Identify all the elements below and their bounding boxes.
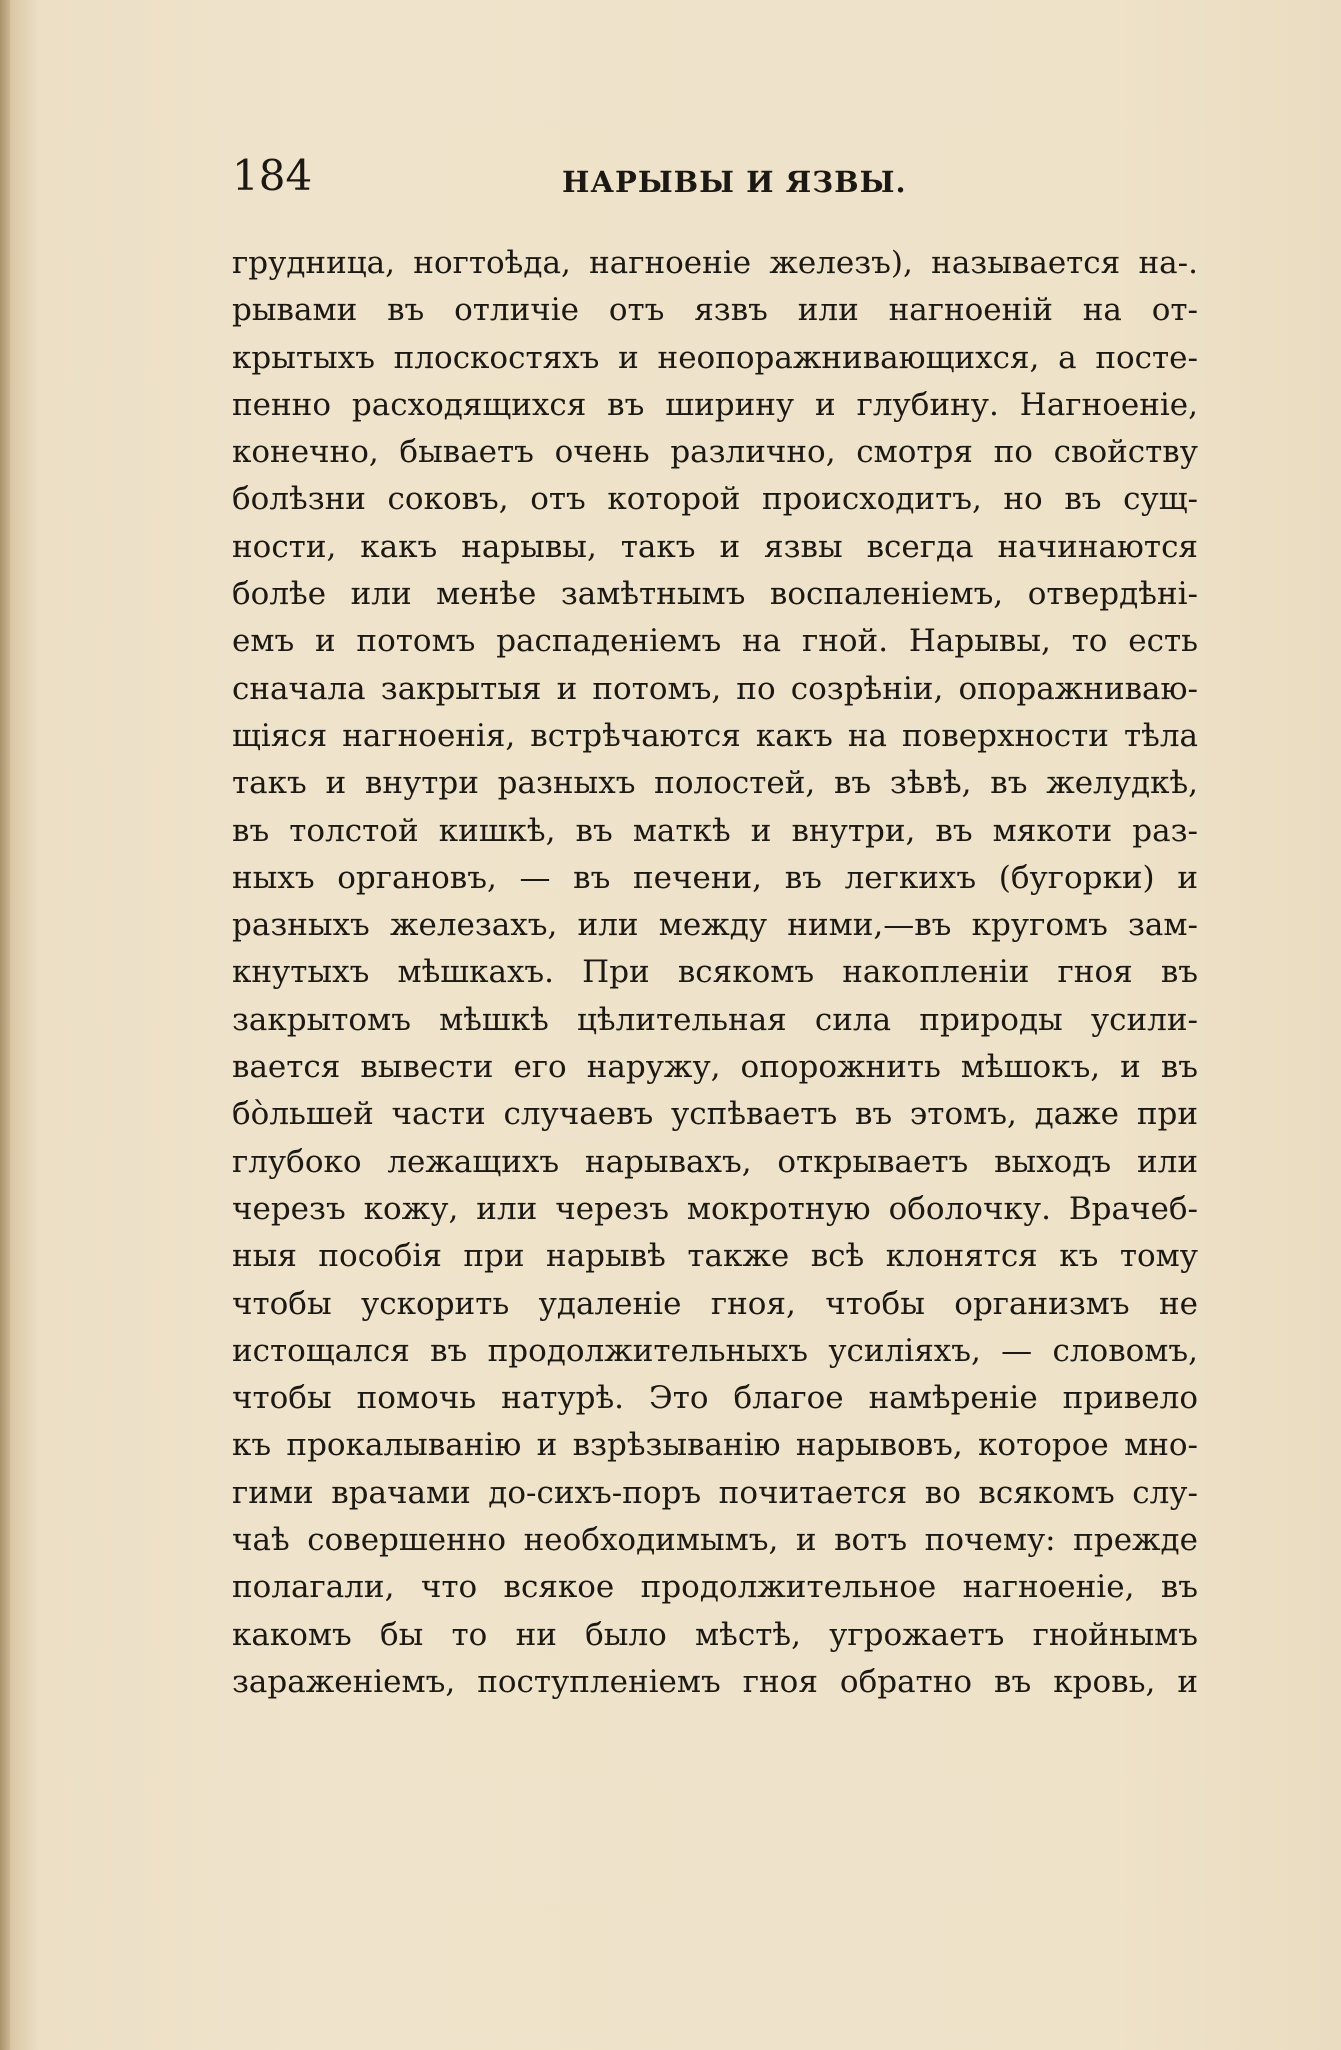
running-head <box>232 150 1198 210</box>
text-line: сначала закрытыя и потомъ, по созрѣніи, опоражниваю- <box>232 670 1198 707</box>
body-text <box>232 240 1198 1706</box>
text-line: грудница, ногтоѣда, нагноеніе железъ), называется на-. <box>232 245 1198 281</box>
text-line: истощался въ продолжительныхъ усиліяхъ, — словомъ, <box>232 1332 1198 1369</box>
text-line: крытыхъ плоскостяхъ и неопоражнивающихся, а посте- <box>232 339 1198 376</box>
text-line: чаѣ совершенно необходимымъ, и вотъ почему: прежде <box>232 1522 1198 1559</box>
text-line: ности, какъ нарывы, такъ и язвы всегда начинаются <box>232 528 1198 565</box>
text-line: ныя пособія при нарывѣ также всѣ клонятся къ тому <box>232 1238 1198 1275</box>
text-line: черезъ кожу, или черезъ мокротную оболочку. Врачеб- <box>232 1190 1198 1227</box>
text-line: щіяся нагноенія, встрѣчаются какъ на поверхности тѣла <box>232 717 1198 754</box>
text-line: зараженіемъ, поступленіемъ гноя обратно въ кровь, и <box>232 1663 1198 1700</box>
text-line: закрытомъ мѣшкѣ цѣлительная сила природы усили- <box>232 1001 1198 1038</box>
text-line: болѣзни соковъ, отъ которой происходитъ, но въ сущ- <box>232 481 1198 518</box>
text-line: въ толстой кишкѣ, въ маткѣ и внутри, въ мякоти раз- <box>232 812 1198 849</box>
text-line: какомъ бы то ни было мѣстѣ, угрожаетъ гнойнымъ <box>232 1616 1198 1653</box>
text-line: гими врачами до-сихъ-поръ почитается во всякомъ слу- <box>232 1474 1198 1511</box>
page-number: 184 <box>232 151 313 200</box>
text-line: бо̀льшей части случаевъ успѣваетъ въ этомъ, даже при <box>232 1096 1198 1133</box>
text-line: такъ и внутри разныхъ полостей, въ зѣвѣ, въ желудкѣ, <box>232 765 1198 802</box>
text-line: болѣе или менѣе замѣтнымъ воспаленіемъ, отвердѣні- <box>232 576 1198 613</box>
text-line: пенно расходящихся въ ширину и глубину. Нагноеніе, <box>232 386 1198 423</box>
text-line: разныхъ железахъ, или между ними,—въ кругомъ зам- <box>232 907 1198 944</box>
text-line: къ прокалыванію и взрѣзыванію нарывовъ, которое мно- <box>232 1427 1198 1464</box>
text-line: полагали, что всякое продолжительное нагноеніе, въ <box>232 1569 1198 1606</box>
text-line: вается вывести его наружу, опорожнить мѣшокъ, и въ <box>232 1049 1198 1086</box>
text-line: чтобы ускорить удаленіе гноя, чтобы организмъ не <box>232 1285 1198 1322</box>
text-line: ныхъ органовъ, — въ печени, въ легкихъ (бугорки) и <box>232 859 1198 896</box>
text-line: кнутыхъ мѣшкахъ. При всякомъ накопленіи гноя въ <box>232 954 1198 991</box>
header-title: НАРЫВЫ И ЯЗВЫ. <box>562 165 907 199</box>
page-edge <box>0 0 10 2050</box>
text-line: чтобы помочь натурѣ. Это благое намѣреніе привело <box>232 1380 1198 1417</box>
text-line: рывами въ отличіе отъ язвъ или нагноеній на от- <box>232 292 1198 329</box>
text-line: глубоко лежащихъ нарывахъ, открываетъ выходъ или <box>232 1143 1198 1180</box>
text-line: конечно, бываетъ очень различно, смотря по свойству <box>232 434 1198 471</box>
text-line: емъ и потомъ распаденіемъ на гной. Нарывы, то есть <box>232 623 1198 660</box>
